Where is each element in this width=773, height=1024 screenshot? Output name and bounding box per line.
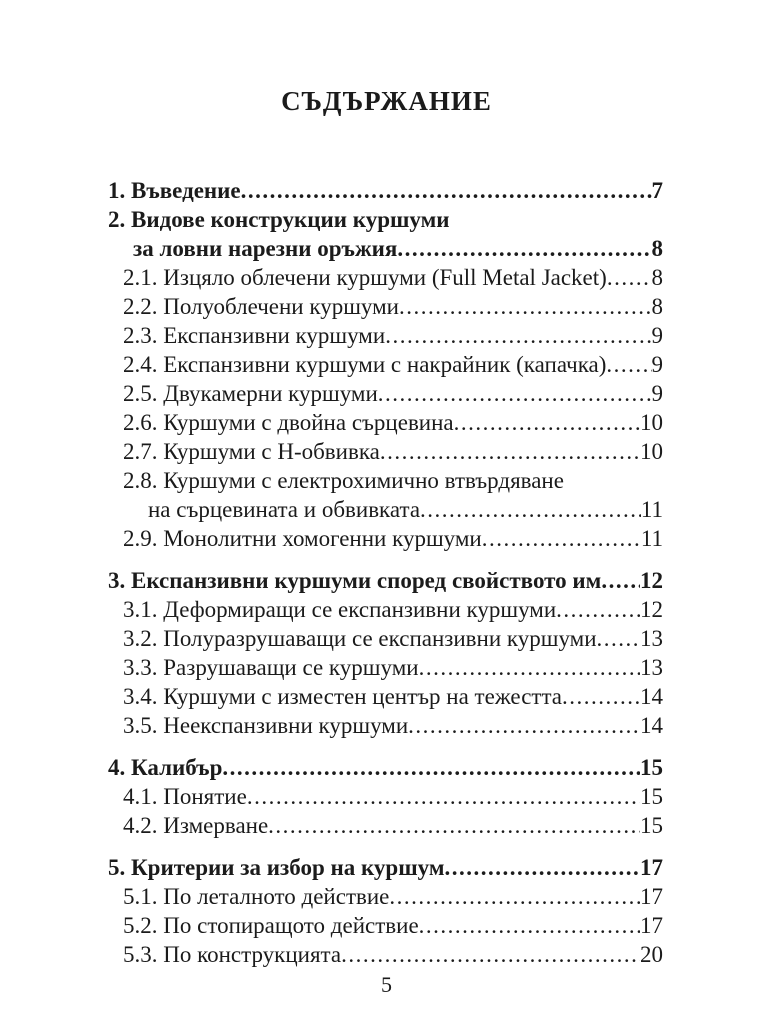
toc-entry-text: 1. Въведение [108,178,241,203]
toc-page-number: 14 [640,684,663,709]
toc-leader-dots [341,940,640,969]
toc-entry [108,811,663,840]
toc-entry-text: 2.6. Куршуми с двойна сърцевина [123,410,454,435]
toc-leader-dots [419,911,640,940]
toc-entry-text: 3. Експанзивни куршуми според свойството им [108,568,602,593]
toc-leader-dots [380,437,640,466]
toc-page-number: 17 [640,884,663,909]
toc-entry [108,292,663,321]
toc-entry [108,321,663,350]
toc-entry [108,624,663,653]
toc-leader-dots [385,321,651,350]
toc-entry-text: 4.2. Измерване [123,813,269,838]
toc-leader-dots [397,234,651,263]
toc-entry [108,205,663,234]
toc-leader-dots [268,811,640,840]
toc-entry [108,437,663,466]
toc-entry [108,176,663,205]
toc-leader-dots [606,350,651,379]
toc-page-number: 14 [640,713,663,738]
toc-entry-text: 5.1. По леталното действие [123,884,390,909]
toc-entry [108,263,663,292]
toc-entry [108,524,663,553]
toc-entry [108,853,663,882]
toc-page-number: 12 [640,568,663,593]
toc-leader-dots [378,379,652,408]
toc-page-number: 10 [640,410,663,435]
toc-leader-dots [399,292,652,321]
toc-page-number: 15 [640,813,663,838]
toc-leader-dots [601,566,640,595]
toc-entry-text: 2.5. Двукамерни куршуми [123,381,378,406]
toc-entry-text: 2.2. Полуоблечени куршуми [123,294,399,319]
toc-leader-dots [408,711,640,740]
toc-entry [108,653,663,682]
toc-entry-text: 3.5. Неекспанзивни куршуми [123,713,409,738]
toc-entry-text: 2.1. Изцяло облечени куршуми (Full Metal Jacket) [123,265,607,290]
toc-page-number: 9 [651,323,663,348]
toc-page-number: 7 [651,178,663,203]
toc-entry [108,882,663,911]
toc-page-number: 12 [640,597,663,622]
toc-entry-text: 2.8. Куршуми с електрохимично втвърдяване [123,468,564,493]
toc-leader-dots [445,853,641,882]
toc-entry-text: 4. Калибър [108,755,223,780]
toc-entry [108,682,663,711]
toc-entry-continuation [108,234,663,263]
toc-page-number: 10 [640,439,663,464]
toc-leader-dots [556,595,640,624]
toc-entry [108,408,663,437]
toc-page-number: 17 [640,913,663,938]
toc-page-number: 20 [640,942,663,967]
toc-entry-text: 5. Критерии за избор на куршум [108,855,445,880]
toc-page-number: 15 [640,784,663,809]
toc-entry-text: 5.2. По стопиращото действие [123,913,419,938]
toc-entry-text: 2.9. Монолитни хомогенни куршуми [123,526,482,551]
toc-entry [108,466,663,495]
table-of-contents [108,176,663,969]
toc-entry-text: 3.2. Полуразрушаващи се експанзивни куршуми [123,626,597,651]
toc-entry-text: 2. Видове конструкции куршуми [108,207,450,232]
toc-leader-dots [247,782,640,811]
toc-page-number: 11 [640,526,663,551]
toc-entry [108,940,663,969]
folio-page-number: 5 [381,972,392,997]
toc-page-number: 8 [651,236,663,261]
toc-entry [108,782,663,811]
toc-entry-text: 2.7. Куршуми с Н-обвивка [123,439,380,464]
toc-leader-dots [482,524,641,553]
toc-leader-dots [607,263,652,292]
toc-entry [108,711,663,740]
toc-entry [108,595,663,624]
toc-entry-text: 3.3. Разрушаващи се куршуми [123,655,419,680]
toc-leader-dots [562,682,640,711]
toc-entry-text: на сърцевината и обвивката [148,497,421,522]
toc-page-number: 15 [640,755,663,780]
toc-leader-dots [454,408,640,437]
toc-entry-text: 2.4. Експанзивни куршуми с накрайник (капачка) [123,352,607,377]
toc-leader-dots [222,753,640,782]
toc-entry [108,753,663,782]
toc-entry-text: за ловни нарезни оръжия [133,236,398,261]
toc-page-number: 9 [651,352,663,377]
toc-entry-text: 3.1. Деформиращи се експанзивни куршуми [123,597,557,622]
toc-entry-continuation [108,495,663,524]
toc-page-number: 17 [640,855,663,880]
toc-entry-text: 3.4. Куршуми с изместен център на тежестта [123,684,562,709]
toc-page-number: 11 [640,497,663,522]
toc-leader-dots [597,624,640,653]
toc-entry [108,566,663,595]
toc-entry [108,350,663,379]
toc-entry [108,379,663,408]
toc-page-number: 8 [651,265,663,290]
toc-leader-dots [389,882,640,911]
toc-entry-text: 5.3. По конструкцията [123,942,342,967]
toc-leader-dots [419,653,640,682]
toc-entry [108,911,663,940]
toc-entry-text: 4.1. Понятие [123,784,247,809]
page-title: СЪДЪРЖАНИЕ [281,86,492,116]
toc-entry-text: 2.3. Експанзивни куршуми [123,323,386,348]
toc-page-number: 13 [640,626,663,651]
toc-leader-dots [420,495,641,524]
toc-page-number: 13 [640,655,663,680]
toc-page-number: 8 [651,294,663,319]
toc-page-number: 9 [651,381,663,406]
toc-leader-dots [241,176,652,205]
